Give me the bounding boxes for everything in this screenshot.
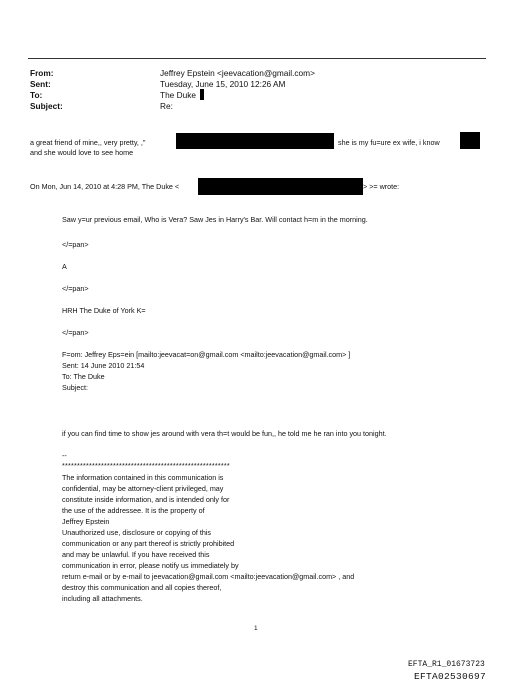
forward-subject: Subject: bbox=[62, 383, 88, 392]
disclaimer-line: Unauthorized use, disclosure or copying of this bbox=[62, 528, 212, 537]
quoted-intro-suffix: > >= wrote: bbox=[363, 182, 400, 191]
footer-reference-2: EFTA02530697 bbox=[414, 671, 487, 682]
quoted-line-1: Saw y=ur previous email, Who is Vera? Saw Jes in Harry's Bar. Will contact h=m in the morning. bbox=[62, 215, 368, 224]
disclaimer-line: the use of the addressee. It is the property of bbox=[62, 506, 205, 515]
subject-value: Re: bbox=[160, 101, 173, 111]
disclaimer-stars: ******************************************************** bbox=[62, 461, 230, 470]
from-value: Jeffrey Epstein <jeevacation@gmail.com> bbox=[160, 68, 315, 78]
redaction-box bbox=[176, 133, 334, 149]
signature-dashes: -- bbox=[62, 451, 67, 460]
disclaimer-line: destroy this communication and all copies thereof, bbox=[62, 583, 222, 592]
quoted-pan-3: </=pan> bbox=[62, 328, 89, 337]
disclaimer-line: and may be unlawful. If you have received this bbox=[62, 550, 210, 559]
quoted-pan-2: </=pan> bbox=[62, 284, 89, 293]
disclaimer-line: including all attachments. bbox=[62, 594, 143, 603]
forward-body: if you can find time to show jes around with vera th=t would be fun,, he told me he ran into you tonight. bbox=[62, 429, 387, 438]
to-label: To: bbox=[30, 90, 43, 100]
header-divider bbox=[28, 58, 486, 59]
disclaimer-line: return e-mail or by e-mail to jeevacation@gmail.com <mailto:jeevacation@gmail.com> , and bbox=[62, 572, 355, 581]
quoted-pan-1: </=pan> bbox=[62, 240, 89, 249]
to-value: The Duke bbox=[160, 90, 196, 100]
from-label: From: bbox=[30, 68, 54, 78]
sent-value: Tuesday, June 15, 2010 12:26 AM bbox=[160, 79, 286, 89]
redaction-box bbox=[198, 178, 363, 195]
forward-from: F=om: Jeffrey Eps=ein [mailto:jeevacat=on@gmail.com <mailto:jeevacation@gmail.com> ] bbox=[62, 350, 351, 359]
disclaimer-line: Jeffrey Epstein bbox=[62, 517, 110, 526]
disclaimer-line: communication in error, please notify us immediately by bbox=[62, 561, 239, 570]
page-number: 1 bbox=[254, 625, 258, 632]
subject-label: Subject: bbox=[30, 101, 63, 111]
disclaimer-line: confidential, may be attorney-client privileged, may bbox=[62, 484, 224, 493]
quoted-intro-prefix: On Mon, Jun 14, 2010 at 4:28 PM, The Duke < bbox=[30, 182, 180, 191]
message-line-1b: she is my fu=ure ex wife, i know bbox=[338, 138, 440, 147]
disclaimer-line: constitute inside information, and is intended only for bbox=[62, 495, 230, 504]
disclaimer-line: The information contained in this communication is bbox=[62, 473, 224, 482]
sent-label: Sent: bbox=[30, 79, 51, 89]
forward-to: To: The Duke bbox=[62, 372, 105, 381]
forward-sent: Sent: 14 June 2010 21:54 bbox=[62, 361, 145, 370]
message-line-2: and she would love to see home bbox=[30, 148, 134, 157]
message-line-1a: a great friend of mine,, very pretty, ," bbox=[30, 138, 146, 147]
redaction-box bbox=[200, 89, 204, 100]
redaction-box bbox=[460, 132, 480, 149]
quoted-signature: HRH The Duke of York K= bbox=[62, 306, 146, 315]
quoted-a-line: A bbox=[62, 262, 67, 271]
footer-reference-1: EFTA_R1_01673723 bbox=[408, 660, 485, 669]
disclaimer-line: communication or any part thereof is strictly prohibited bbox=[62, 539, 235, 548]
